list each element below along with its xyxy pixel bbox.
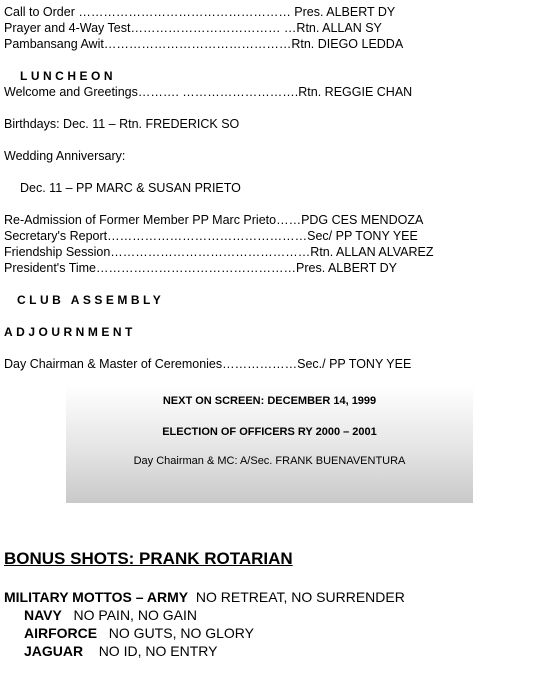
call-to-order-line: Call to Order …………………………………………… Pres. ALBERT DY — [4, 5, 396, 19]
wedding-anniversary-label: Wedding Anniversary: — [4, 149, 126, 163]
motto-army — [4, 589, 405, 606]
birthdays-line: Birthdays: Dec. 11 – Rtn. FREDERICK SO — [4, 117, 240, 131]
motto-jaguar — [24, 643, 217, 660]
presidents-time-line: President's Time…………………………………………Pres. ALBERT DY — [4, 261, 397, 275]
motto-text: NO PAIN, NO GAIN — [73, 607, 197, 623]
motto-label: AIRFORCE — [24, 625, 98, 641]
next-meeting-banner — [66, 385, 473, 503]
banner-chairman-text: Day Chairman & MC: A/Sec. FRANK BUENAVENTURA — [133, 455, 406, 467]
wedding-anniversary-detail: Dec. 11 – PP MARC & SUSAN PRIETO — [20, 181, 241, 195]
motto-navy — [24, 607, 197, 624]
motto-text: NO RETREAT, NO SURRENDER — [195, 589, 405, 605]
club-assembly-heading: CLUB ASSEMBLY — [17, 293, 165, 307]
day-chairman-line: Day Chairman & Master of Ceremonies………………Sec./ PP TONY YEE — [4, 357, 412, 371]
secretary-report-line: Secretary's Report…………………………………………Sec/ PP TONY YEE — [4, 229, 418, 243]
election-text: ELECTION OF OFFICERS RY 2000 – 2001 — [162, 426, 377, 438]
adjournment-heading: ADJOURNMENT — [4, 325, 136, 339]
readmission-line: Re-Admission of Former Member PP Marc Prieto……PDG CES MENDOZA — [4, 213, 424, 227]
welcome-line: Welcome and Greetings………. ……………………….Rtn. REGGIE CHAN — [4, 85, 413, 99]
luncheon-heading: LUNCHEON — [20, 69, 116, 83]
motto-text: NO ID, NO ENTRY — [98, 643, 218, 659]
prayer-line: Prayer and 4-Way Test……………………………… …Rtn. ALLAN SY — [4, 21, 382, 35]
pambansang-awit-line: Pambansang Awit………………………………………Rtn. DIEGO LEDDA — [4, 37, 404, 51]
motto-label: NAVY — [24, 607, 62, 623]
motto-text: NO GUTS, NO GLORY — [108, 625, 255, 641]
motto-label: JAGUAR — [24, 643, 84, 659]
motto-airforce — [24, 625, 254, 642]
bonus-title: BONUS SHOTS: PRANK ROTARIAN — [4, 549, 293, 568]
motto-label: MILITARY MOTTOS – ARMY — [4, 589, 189, 605]
friendship-session-line: Friendship Session…………………………………………Rtn. ALLAN ALVAREZ — [4, 245, 434, 259]
next-on-screen-text: NEXT ON SCREEN: DECEMBER 14, 1999 — [162, 395, 377, 407]
